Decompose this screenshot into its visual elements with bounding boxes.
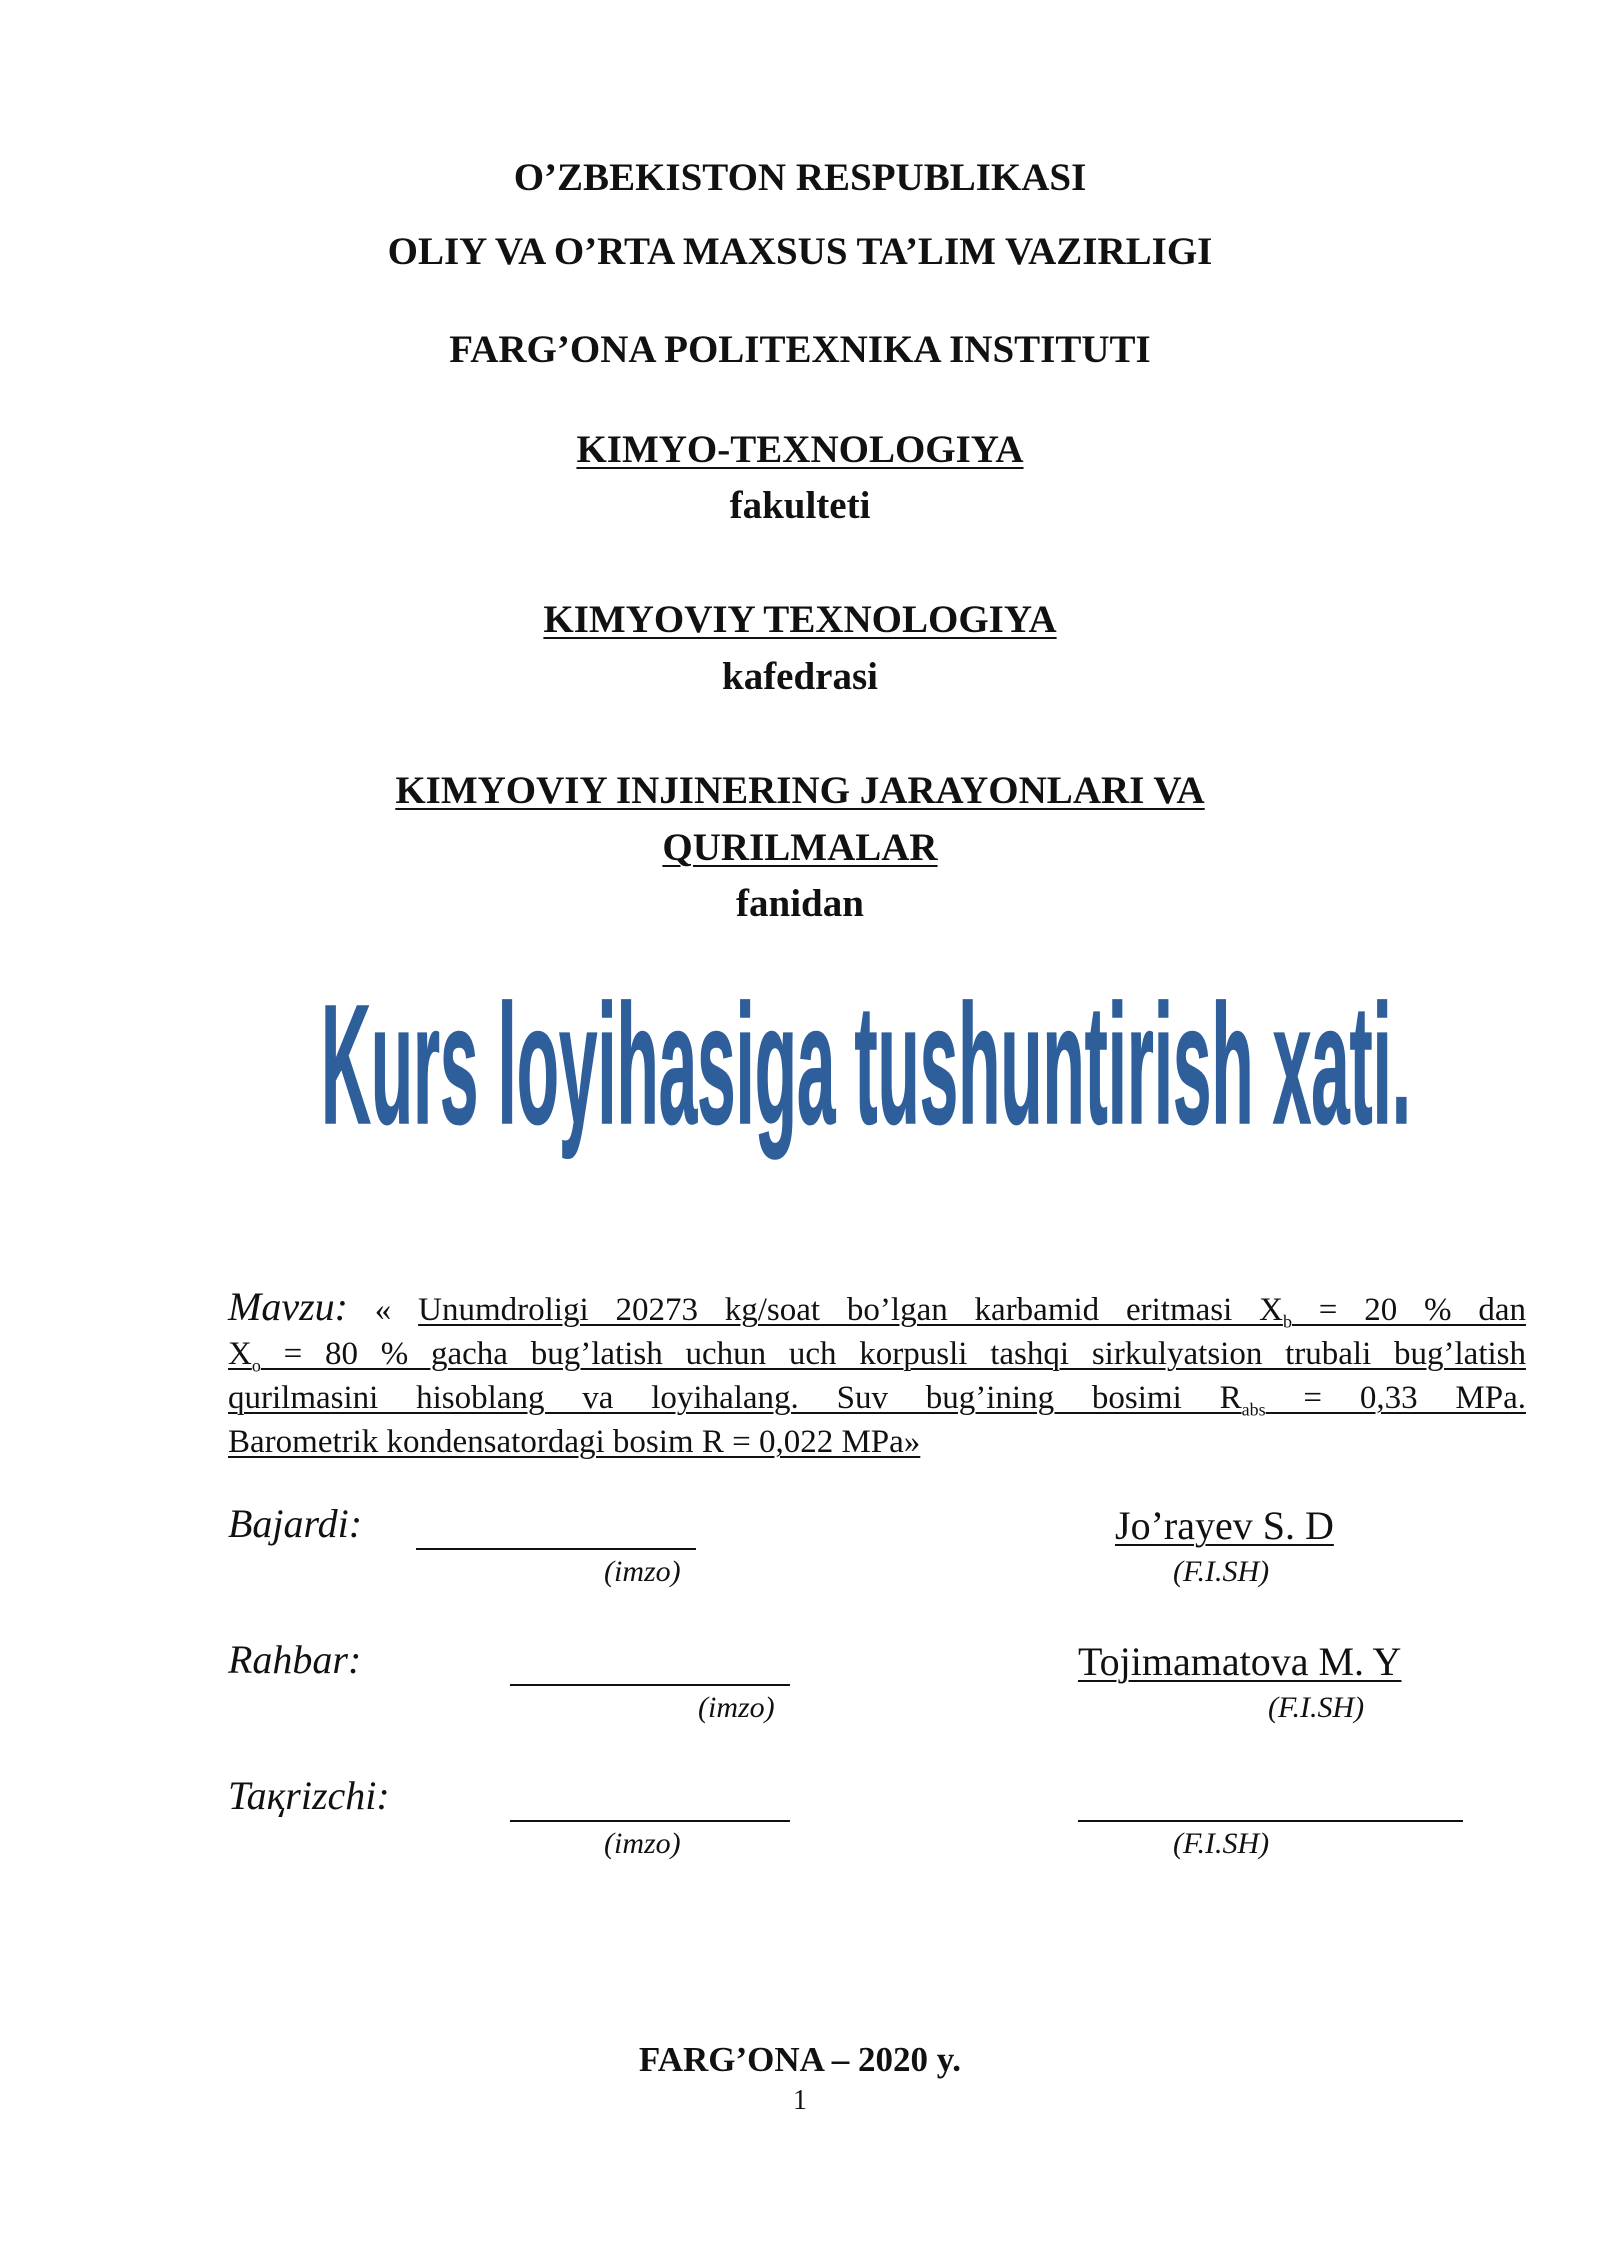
performer-name: Jo’rayev S. D: [1115, 1503, 1334, 1548]
department-suffix: kafedrasi: [722, 655, 878, 698]
institute-name: FARG’ONA POLITEXNIKA INSTITUTI: [449, 328, 1151, 371]
topic-label: Mavzu:: [228, 1284, 348, 1329]
page-number: 1: [793, 2085, 807, 2116]
faculty-name: [0, 430, 1600, 469]
reviewer-name-line: [1078, 1820, 1463, 1822]
supervisor-name-note: (F.I.SH): [1268, 1691, 1365, 1724]
topic-paragraph: [228, 1285, 1526, 1464]
subject-line-2-text: QURILMALAR: [662, 826, 938, 869]
performer-signature-line: [416, 1548, 696, 1550]
ministry-line-2: OLIY VA O’RTA MAXSUS TA’LIM VAZIRLIGI: [387, 230, 1213, 273]
subject-line-2: [0, 828, 1600, 867]
reviewer-name-note: (F.I.SH): [1173, 1827, 1270, 1860]
reviewer-label: Taқrizchi:: [228, 1773, 390, 1818]
faculty-name-text: KIMYO-TEXNOLOGIYA: [576, 428, 1024, 471]
performer-sign-note: (imzo): [604, 1555, 681, 1588]
footer-city-year: FARG’ONA – 2020 y.: [638, 2040, 962, 2079]
supervisor-label: Rahbar:: [228, 1637, 362, 1682]
supervisor-name: Tojimamatova M. Y: [1078, 1639, 1402, 1684]
ministry-line-1: O’ZBEKISTON RESPUBLIKASI: [513, 156, 1087, 199]
reviewer-sign-note: (imzo): [604, 1827, 681, 1860]
subject-line-1-text: KIMYOVIY INJINERING JARAYONLARI VA: [395, 769, 1205, 812]
topic-line-2: $X_o = 80$ % gacha bug’latish uchun uch korpusli tashqi sirkulyatsion trubali bug’latish: [228, 1336, 1526, 1376]
topic-line-1: Unumdroligi 20273 kg/soat bo’lgan karbamid eritmasi $X_b = 20$ % dan: [418, 1292, 1526, 1332]
faculty-suffix: fakulteti: [729, 484, 871, 527]
document-title-text: Kurs loyihasiga tushuntirish xati.: [321, 970, 1411, 1160]
subject-suffix: fanidan: [736, 882, 864, 925]
subject-line-1: [0, 771, 1600, 810]
topic-line-3: qurilmasini hisoblang va loyihalang. Suv bug’ining bosimi $R_{abs} = 0,33$ MPa.: [228, 1380, 1526, 1420]
department-name-text: KIMYOVIY TEXNOLOGIYA: [543, 598, 1057, 641]
reviewer-signature-line: [510, 1820, 790, 1822]
department-name: [0, 600, 1600, 639]
topic-line-4: Barometrik kondensatordagi bosim R = 0,022 MPa»: [228, 1424, 921, 1460]
document-title: [0, 955, 1600, 1175]
performer-label: Bajardi:: [228, 1501, 363, 1546]
supervisor-signature-line: [510, 1684, 790, 1686]
supervisor-sign-note: (imzo): [698, 1691, 775, 1724]
performer-name-note: (F.I.SH): [1173, 1555, 1270, 1588]
topic-open-quote: «: [374, 1292, 392, 1328]
